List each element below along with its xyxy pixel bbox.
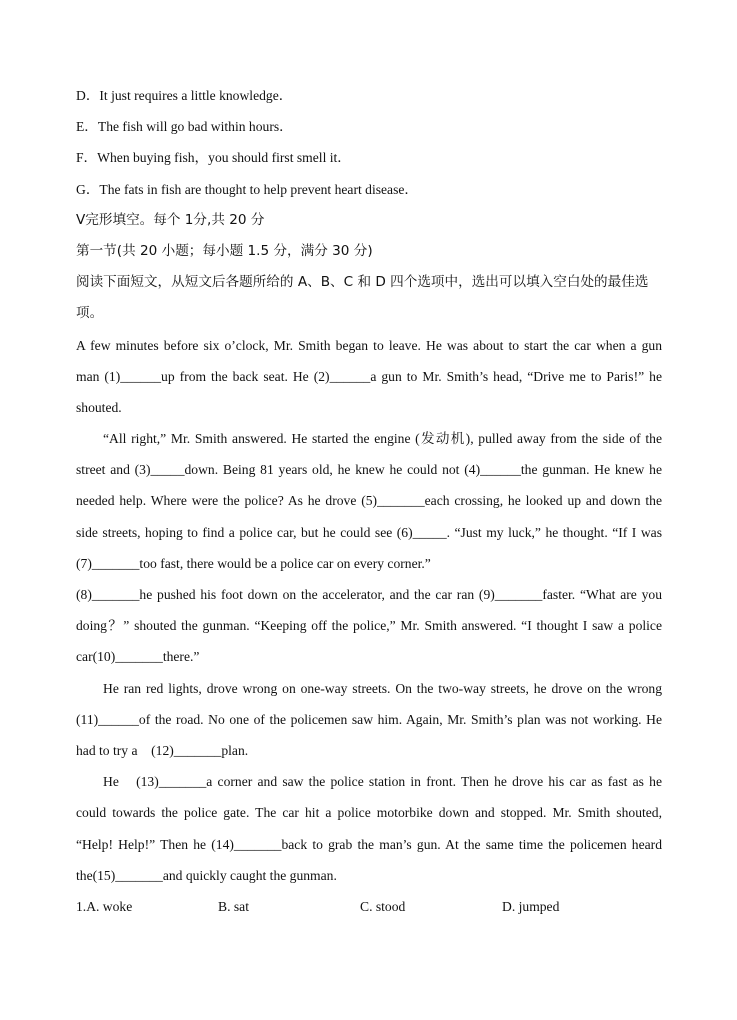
passage-line: man (1)______up from the back seat. He (2)______a gun to Mr. Smith’s head, “Drive me to Paris!” he (76, 368, 662, 384)
passage-line: “All right,” Mr. Smith answered. He started the engine (发动机), pulled away from the side of the (103, 431, 662, 447)
passage-line: street and (3)_____down. Being 81 years old, he knew he could not (4)______the gunman. He knew he (76, 462, 662, 478)
option-f: F．When buying fish，you should first smell it． (76, 150, 351, 166)
passage-line: car(10)_______there.” (76, 649, 200, 665)
option-e: E．The fish will go bad within hours． (76, 119, 293, 135)
question-1-option-d: D. jumped (502, 898, 560, 914)
passage-line: He ran red lights, drove wrong on one-way streets. On the two-way streets, he drove on the wrong (103, 680, 662, 696)
question-1-options (76, 891, 662, 922)
question-1-option-c: C. stood (360, 898, 406, 914)
passage-line: could towards the police gate. The car hit a police motorbike down and stopped. Mr. Smith shouted, (76, 805, 662, 821)
passage-line: He (13)_______a corner and saw the police station in front. Then he drove his car as fast as he (103, 774, 662, 790)
passage-line: (8)_______he pushed his foot down on the accelerator, and the car ran (9)_______faster. “What are you (76, 587, 662, 602)
section-title: V完形填空。每个 1分,共 20 分 (76, 211, 265, 228)
passage-line: shouted. (76, 399, 122, 415)
passage-line: A few minutes before six o’clock, Mr. Smith began to leave. He was about to start the car when a gun (76, 337, 662, 353)
document-page (76, 80, 662, 922)
passage-line: side streets, hoping to find a police car, but he could see (6)_____. “Just my luck,” he thought. “If I was (76, 524, 662, 540)
passage-line: had to try a (12)_______plan. (76, 742, 249, 758)
option-g: G．The fats in fish are thought to help prevent heart disease． (76, 181, 419, 197)
option-d: D．It just requires a little knowledge． (76, 88, 293, 103)
passage-line: (7)_______too fast, there would be a police car on every corner.” (76, 555, 431, 571)
question-1-option-a: 1.A. woke (76, 898, 133, 914)
passage-line: needed help. Where were the police? As he drove (5)_______each crossing, he looked up and down the (76, 493, 662, 509)
passage-line: the(15)_______and quickly caught the gunman. (76, 867, 337, 883)
passage-line: “Help! Help!” Then he (14)_______back to grab the man’s gun. At the same time the policemen heard (76, 836, 662, 852)
passage-line: doing？” shouted the gunman. “Keeping off the police,” Mr. Smith answered. “I thought I saw a police (76, 618, 662, 634)
question-1-option-b: B. sat (218, 898, 249, 914)
section-subtitle: 第一节(共 20 小题；每小题 1.5 分，满分 30 分) (76, 242, 373, 259)
section-instruction-cont: 项。 (76, 305, 104, 322)
section-instruction: 阅读下面短文，从短文后各题所给的 A、B、C 和 D 四个选项中，选出可以填入空白处的最佳选 (76, 274, 649, 291)
passage-line: (11)______of the road. No one of the policemen saw him. Again, Mr. Smith’s plan was not working. He (76, 711, 662, 727)
